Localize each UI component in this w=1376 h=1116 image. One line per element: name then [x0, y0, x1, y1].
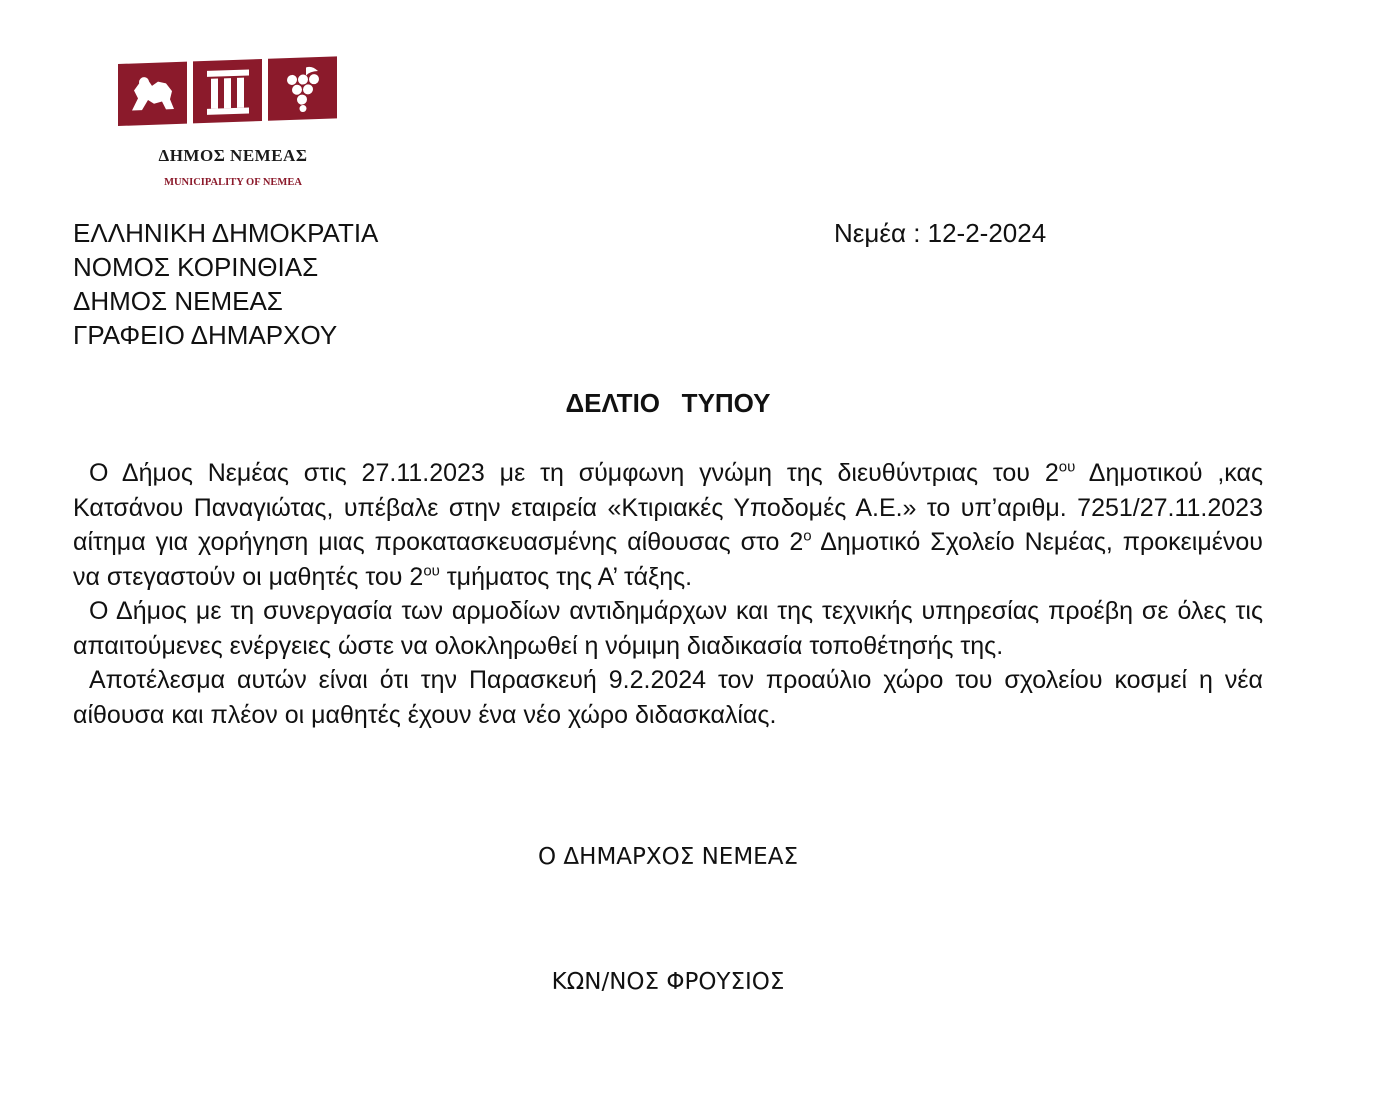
body-paragraph-2: Ο Δήμος με τη συνεργασία των αρμοδίων αντιδημάρχων και της τεχνικής υπηρεσίας προέβη σε όλες τις απαιτούμενες ενέργειες ώστε να ολοκληρωθεί η νόμιμη διαδικασία τοποθέτησής της.: [73, 597, 1263, 660]
logo-municipality-subtitle: MUNICIPALITY OF NEMEA: [164, 177, 302, 188]
issuer-line-office: ΓΡΑΦΕΙΟ ΔΗΜΑΡΧΟΥ: [73, 320, 338, 350]
municipality-logo: [118, 60, 348, 188]
document-title: ΔΕΛΤΙΟ ΤΥΠΟΥ: [565, 388, 771, 418]
document-body: [73, 456, 1263, 732]
issuer-block: [73, 216, 378, 352]
document-date: Νεμέα : 12-2-2024: [834, 218, 1047, 248]
temple-tile: [193, 59, 262, 123]
temple-columns-icon: [201, 65, 255, 117]
hercules-lion-icon: [126, 69, 180, 119]
grapes-tile: [268, 56, 337, 120]
body-paragraph-1: Ο Δήμος Νεμέας στις 27.11.2023 με τη σύμφωνη γνώμη της διευθύντριας του $2^{o\upsilon}$ Δημοτικού ,κας Κατσάνου Παναγιώτας, υπέβαλε στην εταιρεία «Κτιριακές Υποδομές Α.Ε.» το υπ’αριθμ. 7251/27.11.2023 αίτημα για χορήγηση μιας προκατασκευασμένης αίθουσας στο $2^o$ Δημοτικό Σχολείο Νεμέας, προκειμένου να στεγαστούν οι μαθητές του $2^{o\upsilon}$ τμήματος της Α’ τάξης.: [73, 458, 1263, 591]
issuer-line-prefecture: ΝΟΜΟΣ ΚΟΡΙΝΘΙΑΣ: [73, 252, 319, 282]
issuer-line-republic: ΕΛΛΗΝΙΚΗ ΔΗΜΟΚΡΑΤΙΑ: [73, 218, 379, 248]
body-paragraph-3: Αποτέλεσμα αυτών είναι ότι την Παρασκευή 9.2.2024 τον προαύλιο χώρο του σχολείου κοσμεί η νέα αίθουσα και πλέον οι μαθητές έχουν ένα νέο χώρο διδασκαλίας.: [73, 666, 1263, 729]
signatory-title: Ο ΔΗΜΑΡΧΟΣ ΝΕΜΕΑΣ: [538, 844, 798, 870]
grapes-icon: [276, 63, 330, 115]
issuer-line-municipality: ΔΗΜΟΣ ΝΕΜΕΑΣ: [73, 286, 283, 316]
logo-emblem: [118, 56, 348, 126]
logo-municipality-name: ΔΗΜΟΣ ΝΕΜΕΑΣ: [158, 146, 308, 165]
signatory-name: ΚΩΝ/ΝΟΣ ΦΡΟΥΣΙΟΣ: [551, 969, 785, 995]
hercules-lion-tile: [118, 62, 187, 126]
